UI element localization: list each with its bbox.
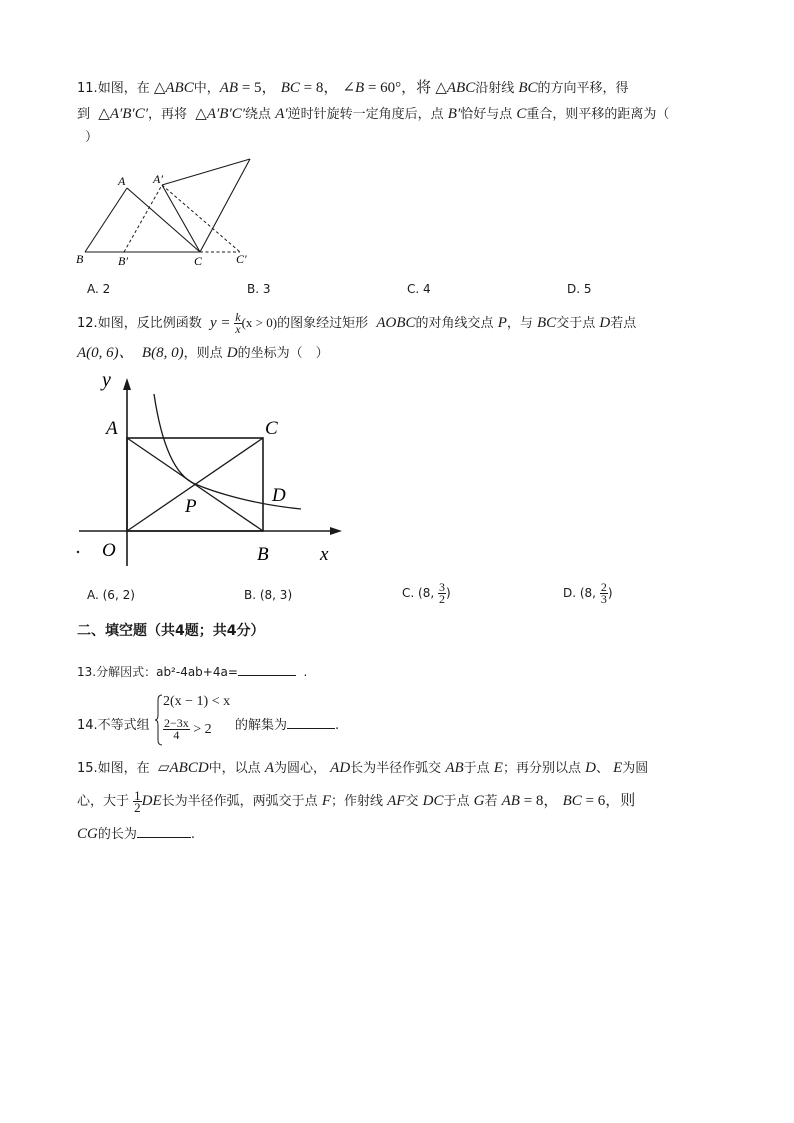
q11-option-a[interactable]: A. 2 (87, 282, 111, 296)
q12-label-o: O (102, 540, 116, 561)
q12-label-a: A (106, 418, 118, 439)
q12-line2: A(0, 6)、 B(8, 0)，则点 D的坐标为（ ） (77, 345, 329, 361)
q13-line: 13.分解因式：ab²-4ab+4a= . (77, 661, 307, 682)
q13-answer-blank[interactable] (238, 661, 296, 676)
q11-figure (70, 152, 260, 272)
q11-option-d[interactable]: D. 5 (567, 282, 592, 296)
q12-label-x: x (320, 544, 329, 565)
q12-figure (76, 368, 351, 573)
q12-option-b[interactable]: B. (8, 3) (244, 588, 293, 602)
q11-label-a: A (118, 174, 126, 188)
q12-label-p: P (185, 496, 197, 517)
q11-number: 11. (77, 81, 98, 96)
q12-number: 12. (77, 316, 98, 331)
q12-fraction-k-over-x: $\frac{k}{x}$ (235, 310, 241, 336)
q11-label-a-prime: A′ (153, 172, 163, 186)
q15-answer-blank[interactable] (137, 823, 191, 838)
q14-inequality-2: $\frac{2-3x}{4}$ > 2 (164, 716, 212, 742)
q11-line2: 到 △A′B′C′，再将 △A′B′C′绕点 A′逆时针旋转一定角度后，点 B′恰好与点 C重合，则平移的距离为（ (77, 106, 670, 122)
q11-label-b-prime: B′ (118, 254, 128, 268)
q12-label-b: B (257, 544, 269, 565)
q14-answer-blank[interactable] (287, 714, 335, 729)
q11-rotated-top (162, 159, 250, 185)
q15-line1: 15.如图，在 ▱ABCD中，以点 A为圆心， AD长为半径作弧交 AB于点 E；再分别以点 D、 E为圆 (77, 760, 649, 776)
q12-label-c: C (265, 418, 278, 439)
q11-side-ac (127, 188, 200, 252)
q14-inequality-1: 2(x − 1) < x (163, 694, 231, 709)
q12-option-c[interactable]: C. (8, $\frac{3}{2}$ ) (402, 580, 451, 606)
q12-option-a[interactable]: A. (6, 2) (87, 588, 135, 602)
q15-fraction-half: $\frac{1}{2}$ (134, 788, 141, 815)
q12-line1: 12.如图，反比例函数 y = $\frac{k}{x}$ (x > 0)的图象经过矩形 AOBC的对角线交点 P，与 BC交于点 D若点 (77, 310, 637, 336)
q15-line3: CG的长为 . (77, 823, 195, 845)
q11-option-b[interactable]: B. 3 (247, 282, 271, 296)
q11-side-ab (85, 188, 127, 252)
q11-label-c: C (194, 254, 203, 268)
section-heading-fill-in: 二、填空题（共4题；共4分） (77, 623, 265, 639)
q11-label-b: B (76, 252, 84, 266)
q11-label-c-prime: C′ (236, 252, 247, 266)
q12-label-y: y (102, 369, 111, 391)
q11-dashed-apbp (124, 185, 162, 252)
q12-label-d: D (272, 485, 286, 506)
q12-x-axis-arrow (330, 527, 342, 535)
q11-side-apcp (162, 185, 200, 252)
q11-rotated-side (200, 159, 250, 252)
q15-line2: 心，大于 $\frac{1}{2}$ DE长为半径作弧，两弧交于点 F；作射线 AF交 DC于点 G若 AB = 8， BC = 6，则 (77, 788, 636, 815)
q11-dashed-apcp (162, 185, 240, 252)
q11-line3: ） (85, 130, 99, 145)
q14-block: 14.不等式组 2(x − 1) < x $\frac{2-3x}{4}$ > 2 的解集为 . (77, 692, 407, 750)
q14-tail: 的解集为 . (235, 714, 339, 733)
q12-speck (77, 551, 79, 553)
q12-option-d[interactable]: D. (8, $\frac{2}{3}$ ) (563, 580, 613, 606)
q11-line1: 11.如图，在 △ABC中，AB = 5， BC = 8， ∠B = 60°，将 △ABC沿射线 BC的方向平移，得 (77, 80, 629, 96)
q11-option-c[interactable]: C. 4 (407, 282, 431, 296)
q12-y-axis-arrow (123, 378, 131, 390)
q14-brace-icon (155, 694, 163, 746)
